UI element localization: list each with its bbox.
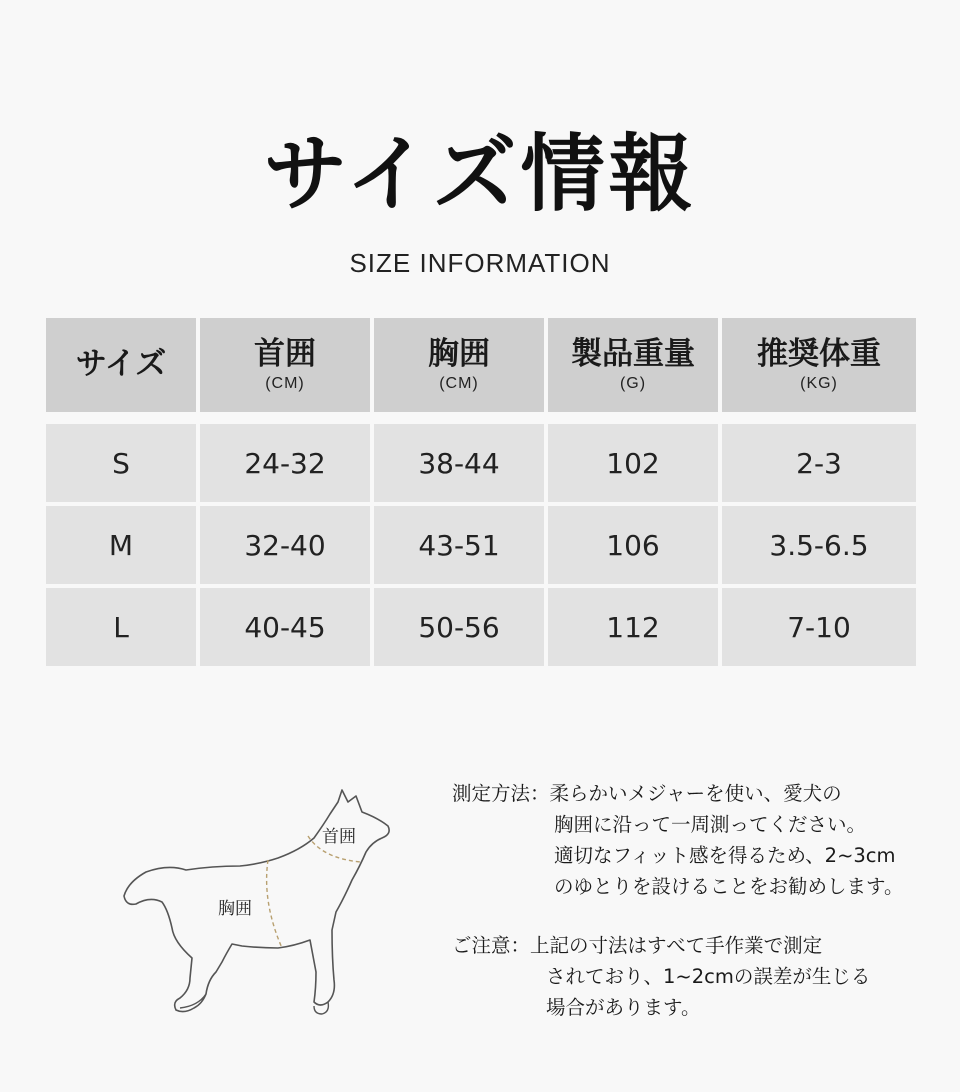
- table-cell: 38-44: [374, 424, 544, 502]
- table-row: [46, 424, 916, 502]
- header-cell-neck: [200, 318, 370, 412]
- table-cell: 3.5-6.5: [722, 506, 916, 584]
- table-body: [46, 424, 916, 666]
- note-method-first: [452, 778, 952, 809]
- header-cell-recommended-weight: [722, 318, 916, 412]
- header-label: 推奨体重: [757, 336, 881, 373]
- table-cell: 43-51: [374, 506, 544, 584]
- neck-label: 首囲: [322, 827, 356, 847]
- table-cell: 40-45: [200, 588, 370, 666]
- method-line: のゆとりを設けることをお勧めします。: [554, 875, 904, 898]
- header-cell-size: [46, 318, 196, 412]
- note-caution-first: [452, 930, 952, 961]
- caution-label: ご注意：: [452, 934, 531, 957]
- dog-measurement-diagram: [110, 762, 430, 1042]
- caution-line: されており、1~2cmの誤差が生じる: [546, 965, 871, 988]
- table-cell: 7-10: [722, 588, 916, 666]
- method-line: 柔らかいメジャーを使い、愛犬の: [549, 782, 842, 805]
- dog-body-outline: [124, 790, 389, 1012]
- table-cell: 102: [548, 424, 718, 502]
- caution-line: 上記の寸法はすべて手作業で測定: [530, 934, 823, 957]
- measurement-notes: [452, 778, 952, 1023]
- method-line: 適切なフィット感を得るため、2~3cm: [554, 844, 896, 867]
- header-unit: (CM): [439, 374, 479, 392]
- table-row: [46, 506, 916, 584]
- header-label: 首囲: [254, 336, 316, 373]
- table-row: [46, 588, 916, 666]
- method-line: 胸囲に沿って一周測ってください。: [554, 813, 867, 836]
- size-table: [46, 318, 916, 670]
- table-cell: 24-32: [200, 424, 370, 502]
- method-label: 測定方法：: [452, 782, 550, 805]
- table-cell: L: [46, 588, 196, 666]
- caution-line: 場合があります。: [546, 996, 701, 1019]
- page-subtitle: SIZE INFORMATION: [349, 248, 611, 278]
- header-label: サイズ: [75, 346, 167, 383]
- header-unit: (G): [619, 374, 647, 392]
- chest-measure-line: [267, 860, 282, 948]
- header-label: 胸囲: [428, 336, 490, 373]
- page-title: サイズ情報: [263, 125, 697, 223]
- table-cell: 106: [548, 506, 718, 584]
- table-header-row: [46, 318, 916, 412]
- table-cell: 2-3: [722, 424, 916, 502]
- header-unit: (CM): [265, 374, 305, 392]
- header-label: 製品重量: [571, 336, 695, 373]
- table-cell: M: [46, 506, 196, 584]
- chest-label: 胸囲: [218, 899, 252, 919]
- table-cell: 112: [548, 588, 718, 666]
- header-unit: (KG): [800, 374, 838, 392]
- table-cell: 50-56: [374, 588, 544, 666]
- header-cell-weight: [548, 318, 718, 412]
- table-cell: S: [46, 424, 196, 502]
- header-cell-chest: [374, 318, 544, 412]
- dog-outline-icon: [110, 762, 430, 1042]
- table-cell: 32-40: [200, 506, 370, 584]
